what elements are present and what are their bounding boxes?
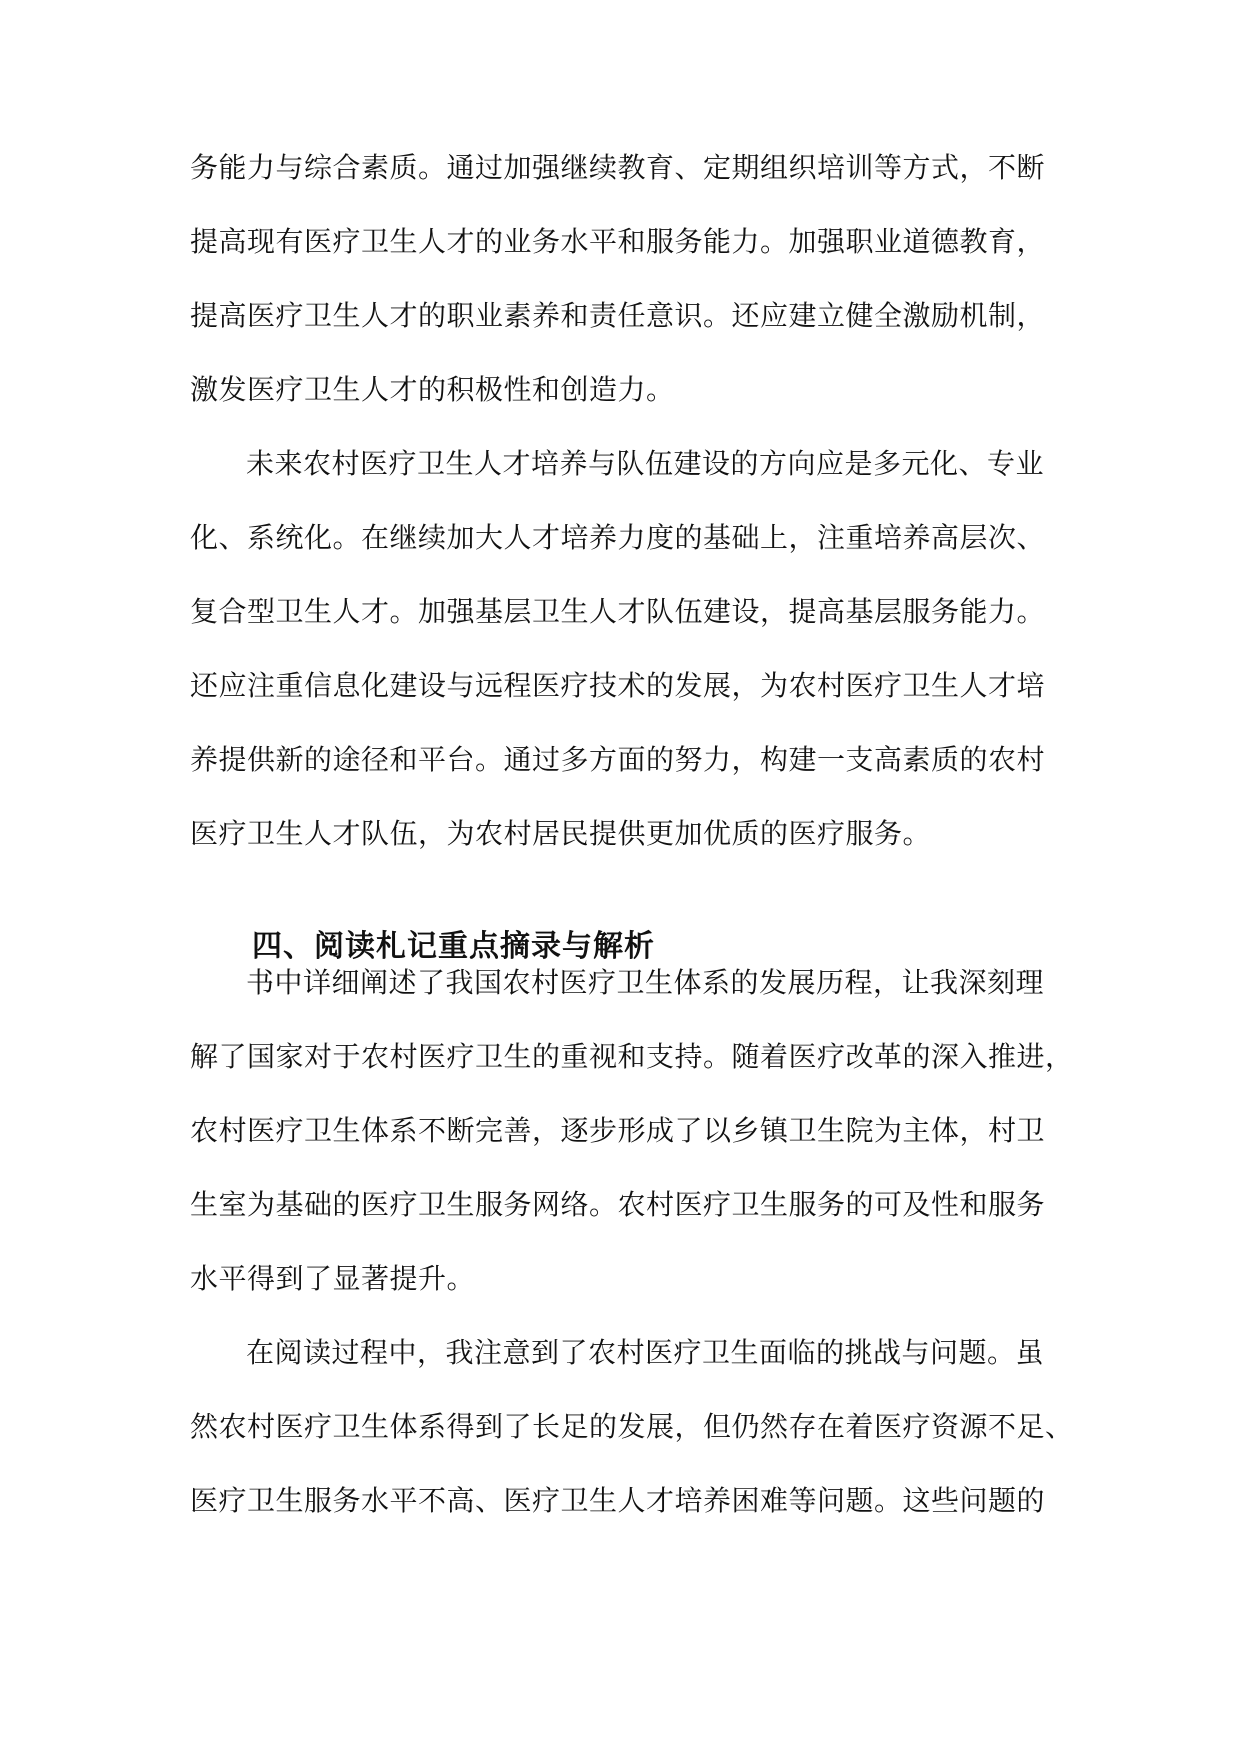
text-line: 提高医疗卫生人才的职业素养和责任意识。还应建立健全激励机制， xyxy=(190,299,1046,332)
text-line: 然农村医疗卫生体系得到了长足的发展，但仍然存在着医疗资源不足、 xyxy=(190,1410,1074,1443)
text-line: 激发医疗卫生人才的积极性和创造力。 xyxy=(190,373,675,406)
paragraph-group-talent-training xyxy=(190,131,1070,871)
text-line: 书中详细阐述了我国农村医疗卫生体系的发展历程，让我深刻理 xyxy=(246,966,1045,999)
text-line: 生室为基础的医疗卫生服务网络。农村医疗卫生服务的可及性和服务 xyxy=(190,1188,1046,1221)
text-line: 复合型卫生人才。加强基层卫生人才队伍建设，提高基层服务能力。 xyxy=(190,595,1046,628)
text-line: 农村医疗卫生体系不断完善，逐步形成了以乡镇卫生院为主体，村卫 xyxy=(190,1114,1046,1147)
text-line: 解了国家对于农村医疗卫生的重视和支持。随着医疗改革的深入推进， xyxy=(190,1040,1074,1073)
text-line: 在阅读过程中，我注意到了农村医疗卫生面临的挑战与问题。虽 xyxy=(246,1336,1045,1369)
text-line: 水平得到了显著提升。 xyxy=(190,1262,476,1295)
section-heading: 四、阅读札记重点摘录与解析 xyxy=(252,929,655,964)
text-line: 医疗卫生服务水平不高、医疗卫生人才培养困难等问题。这些问题的 xyxy=(190,1484,1046,1517)
text-line: 提高现有医疗卫生人才的业务水平和服务能力。加强职业道德教育， xyxy=(190,225,1046,258)
paragraph-group-reading-notes xyxy=(190,946,1074,1538)
text-line: 养提供新的途径和平台。通过多方面的努力，构建一支高素质的农村 xyxy=(190,743,1046,776)
text-line: 还应注重信息化建设与远程医疗技术的发展，为农村医疗卫生人才培 xyxy=(190,669,1046,702)
text-line: 化、系统化。在继续加大人才培养力度的基础上，注重培养高层次、 xyxy=(190,521,1046,554)
text-line: 未来农村医疗卫生人才培养与队伍建设的方向应是多元化、专业 xyxy=(246,447,1045,480)
text-line: 务能力与综合素质。通过加强继续教育、定期组织培训等方式，不断 xyxy=(190,151,1046,184)
text-line: 医疗卫生人才队伍，为农村居民提供更加优质的医疗服务。 xyxy=(190,817,932,850)
